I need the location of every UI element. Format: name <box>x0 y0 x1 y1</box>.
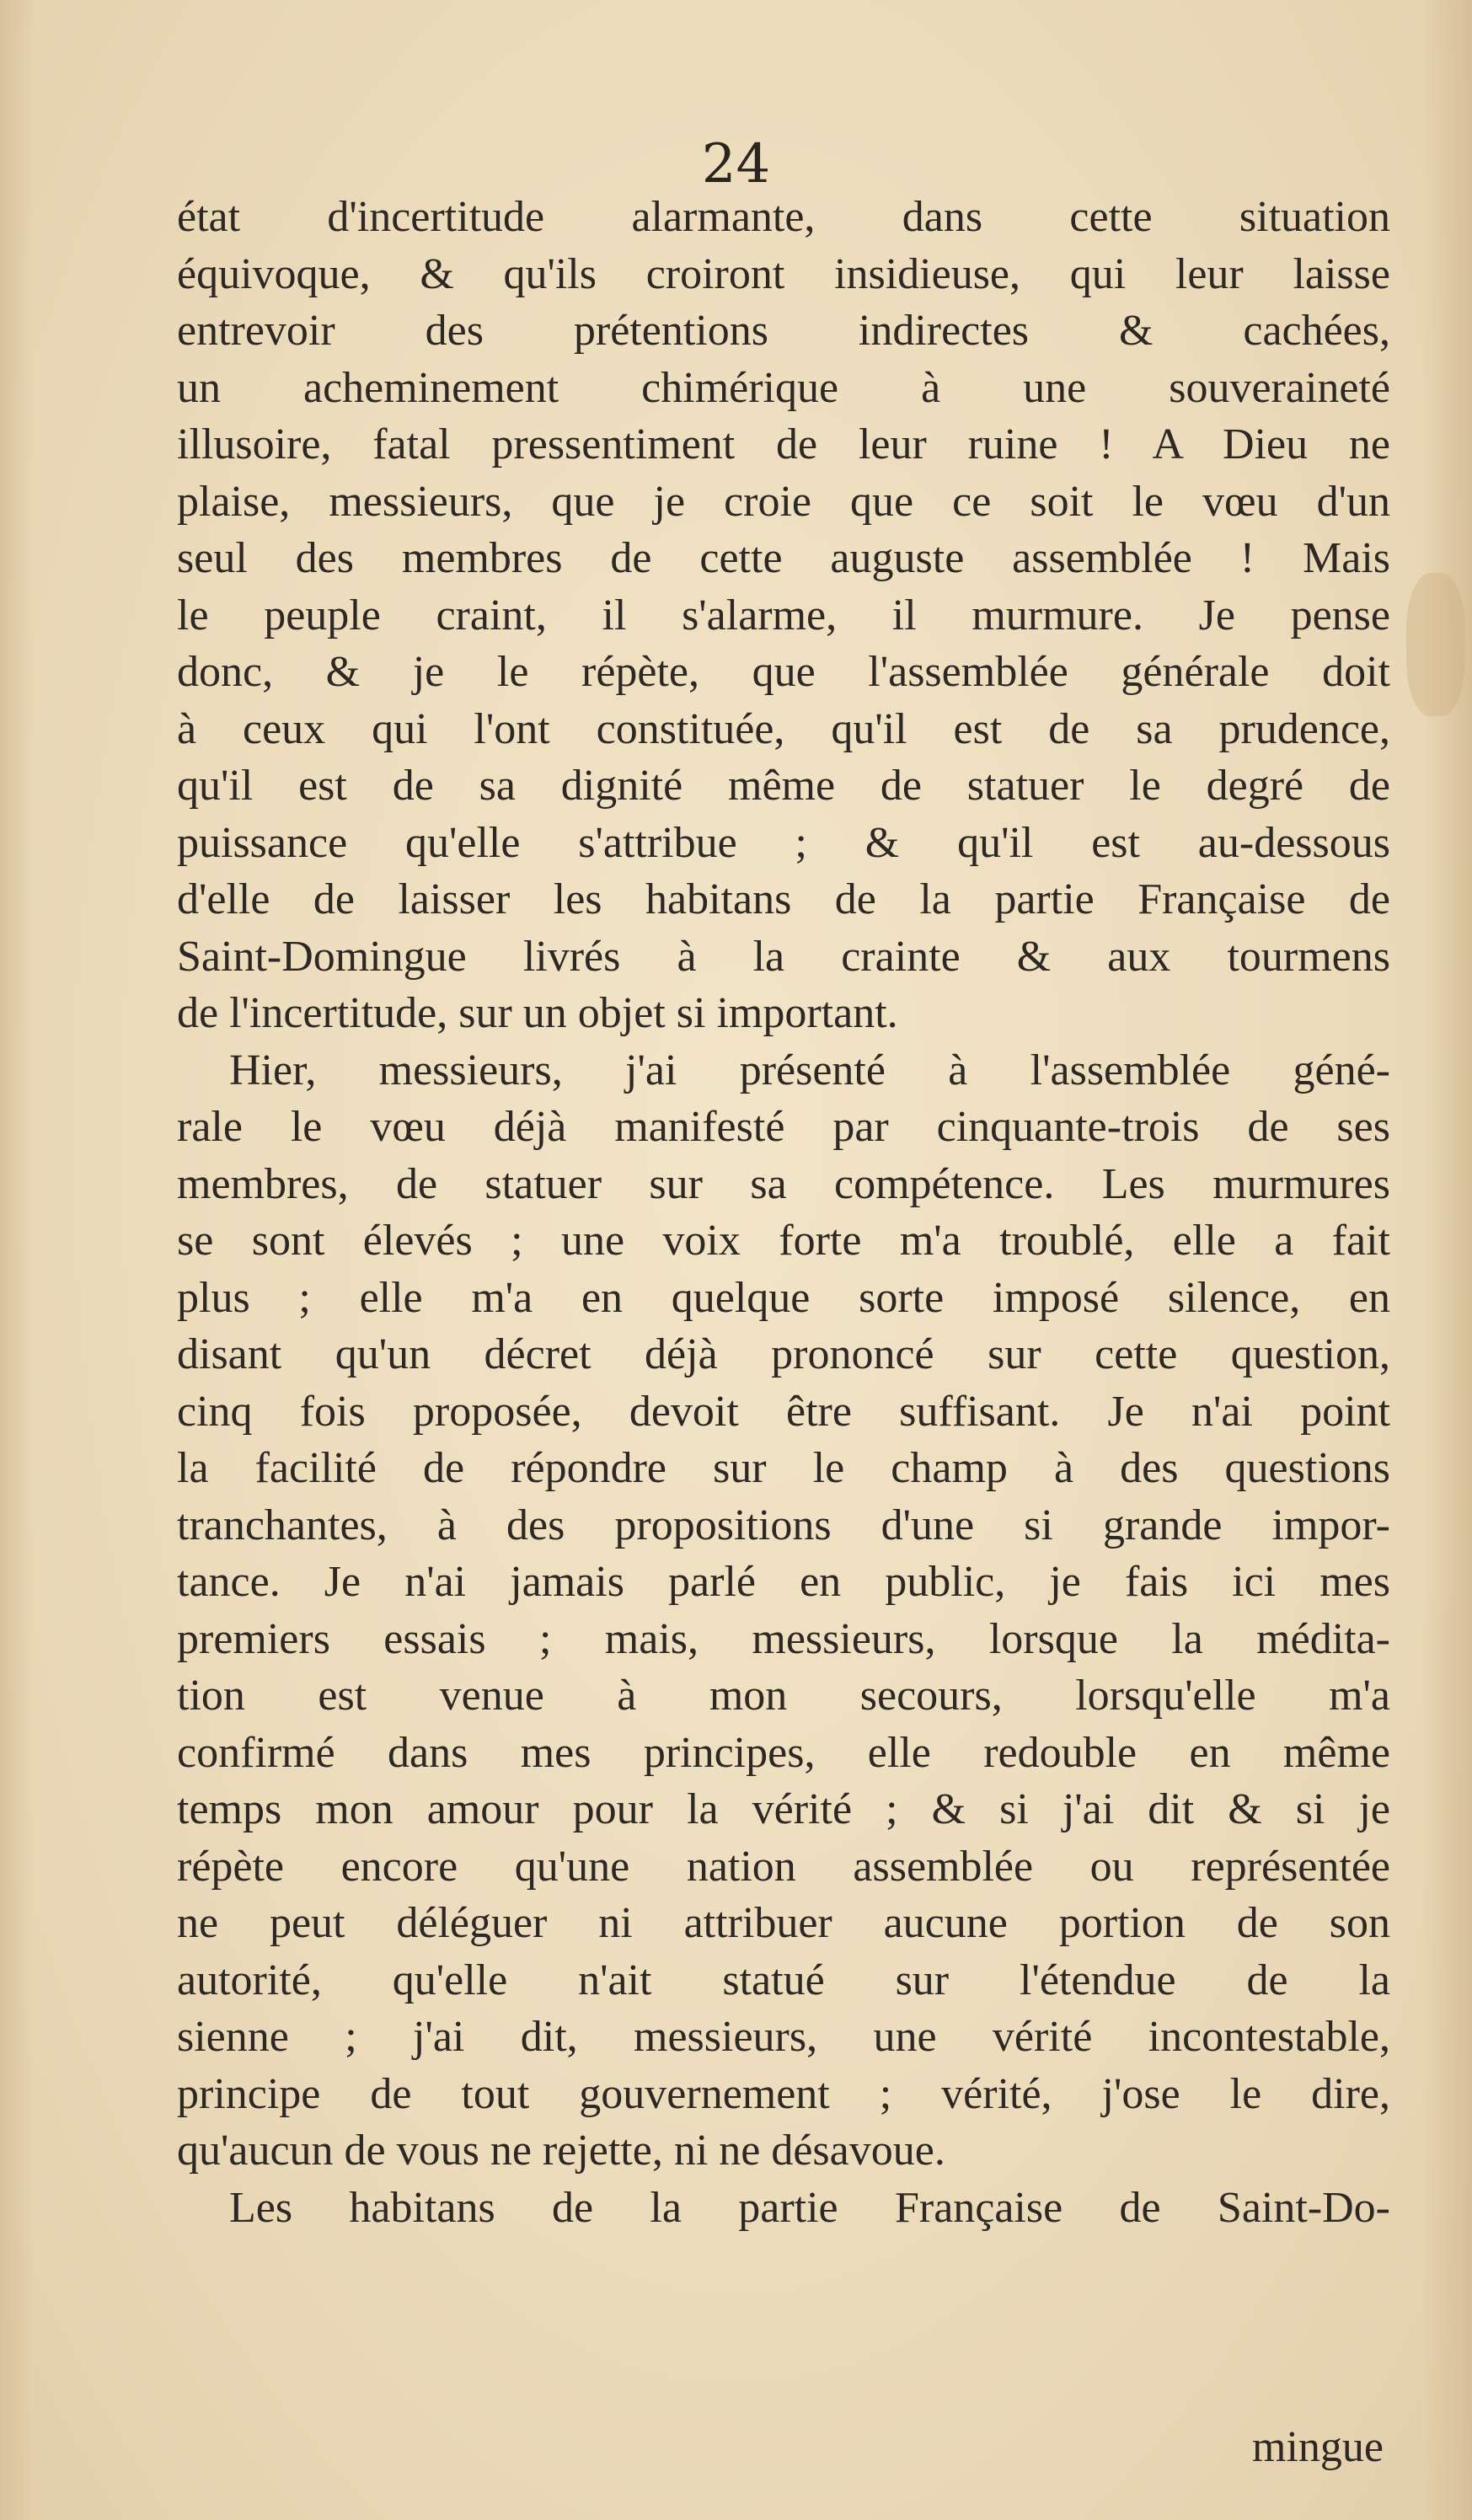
text-line: rale le vœu déjà manifesté par cinquante-trois de ses <box>177 1103 1390 1151</box>
text-line: de l'incertitude, sur un objet si important. <box>177 989 898 1037</box>
text-line: premiers essais ; mais, messieurs, lorsque la médita- <box>177 1614 1390 1663</box>
text-line: principe de tout gouvernement ; vérité, j'ose le dire, <box>177 2069 1390 2118</box>
text-line: confirmé dans mes principes, elle redouble en même <box>177 1728 1390 1777</box>
text-line: qu'aucun de vous ne rejette, ni ne désavoue. <box>177 2127 945 2175</box>
text-line: qu'il est de sa dignité même de statuer le degré de <box>177 762 1390 810</box>
text-line: plaise, messieurs, que je croie que ce soit le vœu d'un <box>177 477 1390 526</box>
text-line: autorité, qu'elle n'ait statué sur l'étendue de la <box>177 1956 1390 2004</box>
text-line: plus ; elle m'a en quelque sorte imposé silence, en <box>177 1273 1390 1322</box>
text-line: tion est venue à mon secours, lorsqu'elle m'a <box>177 1672 1390 1720</box>
body-text <box>177 189 1390 2236</box>
text-line: répète encore qu'une nation assemblée ou représentée <box>177 1842 1390 1891</box>
text-line: seul des membres de cette auguste assemblée ! Mais <box>177 534 1390 582</box>
text-line: état d'incertitude alarmante, dans cette situation <box>177 193 1390 241</box>
text-line: tance. Je n'ai jamais parlé en public, je fais ici mes <box>177 1558 1390 1606</box>
text-line: à ceux qui l'ont constituée, qu'il est de sa prudence, <box>177 704 1390 753</box>
text-line: sienne ; j'ai dit, messieurs, une vérité incontestable, <box>177 2013 1390 2061</box>
paper-stain <box>1406 573 1465 716</box>
text-line: temps mon amour pour la vérité ; & si j'ai dit & si je <box>177 1785 1390 1833</box>
page-number: 24 <box>701 133 771 195</box>
text-line: la facilité de répondre sur le champ à des questions <box>177 1444 1390 1492</box>
text-line: cinq fois proposée, devoit être suffisant. Je n'ai point <box>177 1387 1390 1436</box>
text-line: Saint-Domingue livrés à la crainte & aux tourmens <box>177 932 1390 981</box>
text-line: membres, de statuer sur sa compétence. Les murmures <box>177 1159 1390 1208</box>
text-line: Hier, messieurs, j'ai présenté à l'assemblée géné- <box>229 1046 1390 1094</box>
text-line: Les habitans de la partie Française de Saint-Do- <box>229 2183 1390 2232</box>
text-line: se sont élevés ; une voix forte m'a troublé, elle a fait <box>177 1217 1390 1265</box>
text-line: entrevoir des prétentions indirectes & cachées, <box>177 307 1390 355</box>
text-line: donc, & je le répète, que l'assemblée générale doit <box>177 648 1390 696</box>
text-line: disant qu'un décret déjà prononcé sur cette question, <box>177 1330 1390 1378</box>
catchword: mingue <box>1252 2423 1384 2471</box>
text-line: illusoire, fatal pressentiment de leur ruine ! A Dieu ne <box>177 420 1390 468</box>
text-line: équivoque, & qu'ils croiront insidieuse, qui leur laisse <box>177 249 1390 298</box>
text-line: puissance qu'elle s'attribue ; & qu'il est au-dessous <box>177 818 1390 867</box>
page-edge-shadow <box>0 0 34 2520</box>
text-line: le peuple craint, il s'alarme, il murmure. Je pense <box>177 591 1390 639</box>
text-line: d'elle de laisser les habitans de la partie Française de <box>177 875 1390 923</box>
text-line: un acheminement chimérique à une souveraineté <box>177 363 1390 412</box>
text-line: ne peut déléguer ni attribuer aucune portion de son <box>177 1899 1390 1947</box>
text-line: tranchantes, à des propositions d'une si grande impor- <box>177 1501 1390 1549</box>
page-edge-shadow <box>1421 0 1472 2520</box>
